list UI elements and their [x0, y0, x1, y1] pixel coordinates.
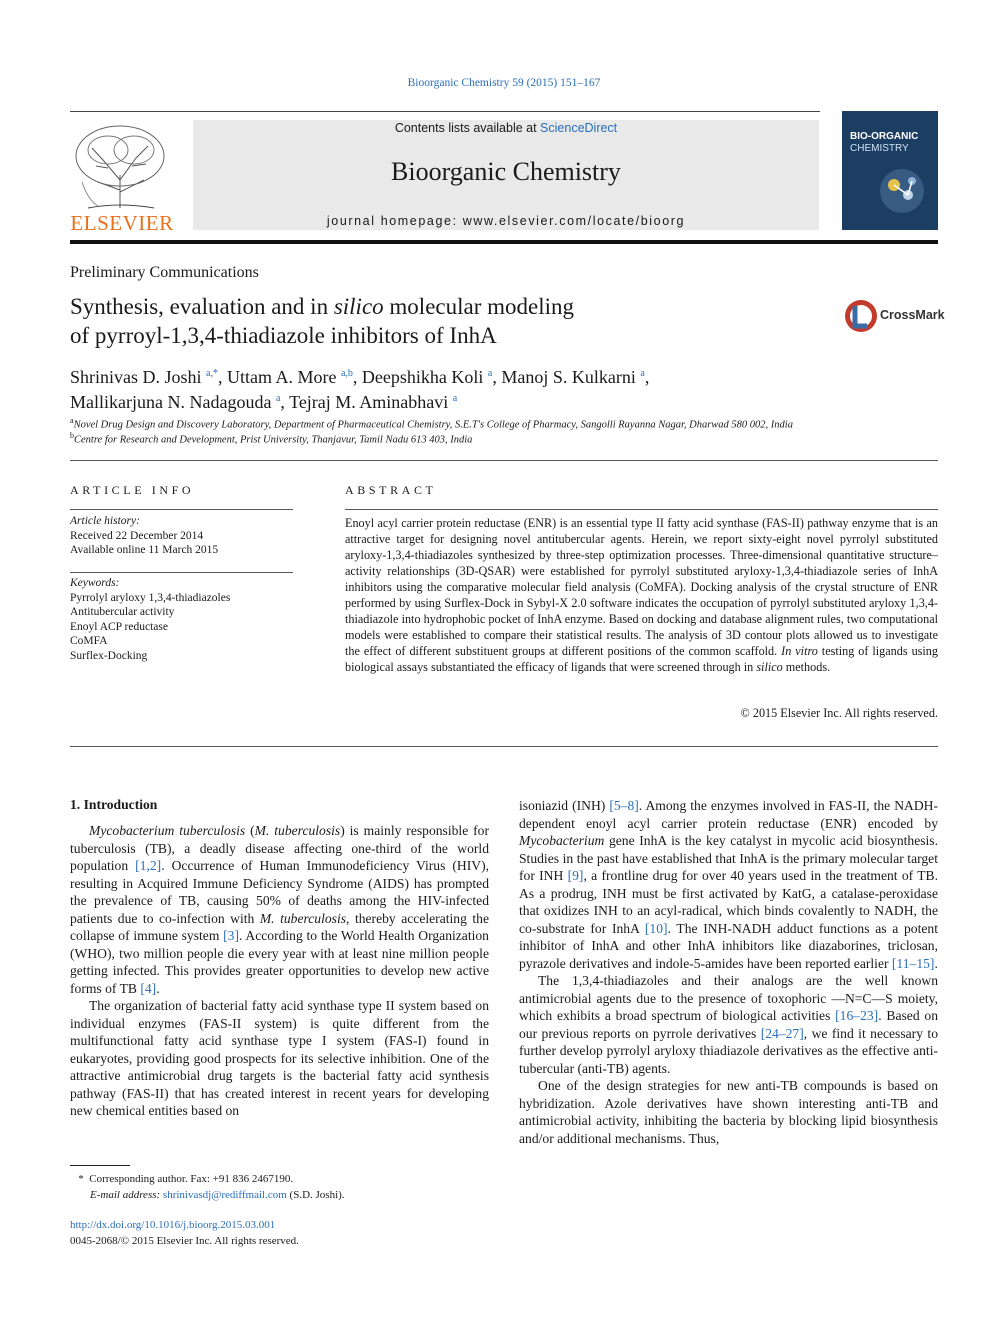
body-column-left	[70, 822, 489, 1120]
author-affil-marker[interactable]: a,b	[340, 368, 353, 379]
author[interactable]: Manoj S. Kulkarni	[501, 367, 636, 387]
keyword: Surflex-Docking	[70, 649, 148, 662]
journal-cover[interactable]	[842, 111, 938, 230]
keyword: Enoyl ACP reductase	[70, 620, 168, 633]
keyword: Pyrrolyl aryloxy 1,3,4-thiadiazoles	[70, 591, 231, 604]
reference-link[interactable]: [24–27]	[760, 1025, 804, 1041]
footnote-marker: *	[78, 1173, 84, 1185]
affiliation-rule	[70, 460, 938, 461]
paragraph: The organization of bacterial fatty acid synthase type II system based on individual enzymes (FAS-II system) is quite different from the multifunctional fatty acid synthase type I system (FAS-I) found in eukaryotes, providing good prospects for its selective inhibition. One of the attractive antimicrobial drug targets is the bacterial fatty acid synthesis pathway (FAS-II) that has created interest in recent years for developing new chemical entities based on	[70, 998, 489, 1118]
abstract-rule	[345, 509, 938, 510]
abstract-heading: ABSTRACT	[345, 483, 437, 497]
journal-citation[interactable]: Bioorganic Chemistry 59 (2015) 151–167	[407, 77, 601, 89]
author-affil-marker[interactable]: a	[452, 393, 458, 404]
paragraph: The 1,3,4-thiadiazoles and their analogs are the well known antimicrobial agents due to the presence of toxophoric —N=C—S moiety, which exhibits a broad spectrum of biological activities [16–23]. Based on our previous reports on pyrrole derivatives [24–27], we find it necessary to further develop pyrrolyl aryloxy thiadiazole derivatives as the effective anti-tubercular (anti-TB) agents.	[519, 973, 938, 1076]
email-label: E-mail address:	[90, 1189, 163, 1201]
cover-title: BIO-ORGANIC	[850, 131, 919, 142]
received-date: Received 22 December 2014	[70, 529, 204, 542]
reference-link[interactable]: [16–23]	[835, 1008, 879, 1023]
doi-block	[70, 1217, 299, 1249]
paragraph: One of the design strategies for new anti-TB compounds is based on hybridization. Azole derivatives have shown interesting anti-TB and antimicrobial activity, inhibiting the bacteria by blocking lipid biosynthesis and/or additional mechanisms. Thus,	[519, 1078, 938, 1146]
keywords-label: Keywords:	[70, 577, 120, 589]
abstract-copyright: © 2015 Elsevier Inc. All rights reserved.	[740, 706, 938, 720]
reference-link[interactable]: [5–8]	[609, 798, 639, 813]
journal-name: Bioorganic Chemistry	[391, 157, 621, 186]
header-thick-rule	[70, 240, 938, 244]
sciencedirect-link[interactable]: ScienceDirect	[540, 121, 618, 135]
author-affil-marker[interactable]: a,*	[206, 368, 218, 379]
contents-prefix: Contents lists available at	[394, 121, 541, 135]
keyword: Antitubercular activity	[70, 606, 175, 618]
cover-subtitle: CHEMISTRY	[850, 143, 909, 154]
footnote-rule	[70, 1165, 130, 1166]
abstract-text: Enoyl acyl carrier protein reductase (ENR) is an essential type II fatty acid synthase (FAS-II) pathway enzyme that is an attractive target for designing novel antitubercular agents. Herein, we report sixty-eight novel pyrrolyl substituted aryloxy-1,3,4-thiadiazoles synthesized by three-step optimization processes. Three-dimensional quantitative structure–activity relationships (3D-QSAR) were established for pyrrolyl substituted aryloxy-1,3,4-thiadiazole series of InhA inhibitors using the comparative molecular field analysis (CoMFA). Docking analysis of the crystal structure of ENR performed by using Surflex-Dock in Sybyl-X 2.0 software indicates the occupation of pyrrolyl substituted aryloxy 1,3,4-thiadiazole into hydrophobic pocket of InhA enzyme. Based on docking and database alignment rules, two computational models were established to compare their statistical results. The analysis of 3D contour plots allowed us to investigate the effect of different substituent groups at different positions of the common scaffold. In vitro testing of ligands using biological assays substantiated the efficacy of ligands that were screened through in silico methods.	[345, 516, 938, 674]
affiliation: $^b$Centre for Research and Development, Prist University, Thanjavur, Tamil Nadu 613 403, India	[70, 431, 473, 446]
paragraph: isoniazid (INH) [5–8]. Among the enzymes involved in FAS-II, the NADH-dependent enoyl acyl carrier protein reductase (ENR) encoded by Mycobacterium gene InhA is the key catalyst in mycolic acid biosynthesis. Studies in the past have established that InhA is the primary molecular target for INH [9], a frontline drug for over 40 years used in the treatment of TB. As a prodrug, INH must be first activated by KatG, a catalase-peroxidase that oxidizes INH to an acyl-radical, which binds covalently to NADH, the co-substrate for InhA [10]. The INH-NADH adduct functions as a potent inhibitor of InhA and other InhA inhibitors like diazaborines, triclosan, pyrazole derivatives and indole-5-amides have been reported earlier [11–15].	[519, 798, 939, 971]
history-label: Article history:	[70, 515, 140, 527]
article-info-rule	[70, 509, 293, 510]
author-affil-marker[interactable]: a	[487, 368, 493, 379]
email-link[interactable]: shrinivasdj@rediffmail.com	[162, 1189, 287, 1201]
title-line2: of pyrroyl-1,3,4-thiadiazole inhibitors of InhA	[70, 323, 497, 348]
corresponding-author-footnote: * Corresponding author. Fax: +91 836 2467190. E-mail address: shrinivasdj@rediffmail.com (S.D. Joshi).	[78, 1173, 345, 1201]
reference-link[interactable]: [1,2]	[135, 858, 162, 873]
title-italic: silico	[333, 294, 384, 319]
section-heading: 1. Introduction	[70, 797, 158, 812]
keywords	[70, 576, 300, 663]
body-column-right	[519, 797, 938, 1147]
elsevier-wordmark: ELSEVIER	[70, 211, 174, 235]
homepage-link[interactable]: www.elsevier.com/locate/bioorg	[462, 214, 686, 228]
author[interactable]: Shrinivas D. Joshi	[70, 367, 202, 387]
author[interactable]: Deepshikha Koli	[361, 367, 484, 387]
journal-homepage	[193, 214, 819, 228]
article-title: Synthesis, evaluation and in silico molecular modeling of pyrroyl-1,3,4-thiadiazole inhibitors of InhA	[70, 294, 575, 348]
contents-line	[193, 121, 819, 135]
author-affil-marker[interactable]: a	[640, 368, 645, 379]
reference-link[interactable]: [3]	[223, 928, 239, 943]
reference-link[interactable]: [11–15]	[891, 955, 935, 971]
header-rule	[70, 111, 820, 112]
issn-copyright: 0045-2068/© 2015 Elsevier Inc. All rights reserved.	[70, 1235, 299, 1247]
crossmark-label[interactable]: CrossMark	[880, 308, 945, 322]
doi-link[interactable]: http://dx.doi.org/10.1016/j.bioorg.2015.03.001	[70, 1219, 276, 1231]
reference-link[interactable]: [9]	[567, 868, 584, 883]
author[interactable]: Mallikarjuna N. Nadagouda	[70, 392, 272, 412]
reference-link[interactable]: [10]	[644, 920, 668, 936]
article-section: Preliminary Communications	[70, 264, 259, 281]
abstract-end-rule	[70, 746, 938, 747]
author[interactable]: Uttam A. More	[226, 367, 337, 387]
author-affil-marker[interactable]: a	[275, 393, 281, 404]
available-date: Available online 11 March 2015	[70, 544, 219, 556]
homepage-prefix: journal homepage:	[326, 214, 463, 228]
affiliation: $^a$Novel Drug Design and Discovery Laboratory, Department of Pharmaceutical Chemistry, S.E.T's College of Pharmacy, Sangolli Rayanna Nagar, Dharwad 580 002, India	[70, 416, 793, 431]
article-info-heading: ARTICLE INFO	[70, 483, 195, 497]
reference-link[interactable]: [4]	[140, 980, 157, 996]
article-history	[70, 514, 300, 558]
keyword: CoMFA	[70, 635, 108, 647]
cover-molecule-image	[842, 111, 938, 230]
author[interactable]: Tejraj M. Aminabhavi	[289, 392, 449, 412]
author-list: Shrinivas D. Joshi $^{a,*}$, Uttam A. More $^{a,b}$, Deepshikha Koli $^a$, Manoj S. Kulkarni $^a$, Mallikarjuna N. Nadagouda $^a$, Tejraj M. Aminabhavi $^a$	[70, 367, 650, 412]
paragraph: Mycobacterium tuberculosis (M. tuberculosis) is mainly responsible for tuberculosis (TB), a deadly disease affecting one-third of the world population [1,2]. Occurrence of Human Immunodeficiency Virus (HIV), resulting in Acquired Immune Deficiency Syndrome (AIDS) has prompted the prevalence of TB, causing 50% of deaths among the HIV-infected patients due to co-infection with M. tuberculosis, thereby accelerating the collapse of immune system [3]. According to the World Health Organization (WHO), two million people die every year with at least nine million people getting infected. This provides greater opportunities to develop new active forms of TB [4].	[70, 823, 489, 996]
keywords-rule	[70, 572, 293, 573]
